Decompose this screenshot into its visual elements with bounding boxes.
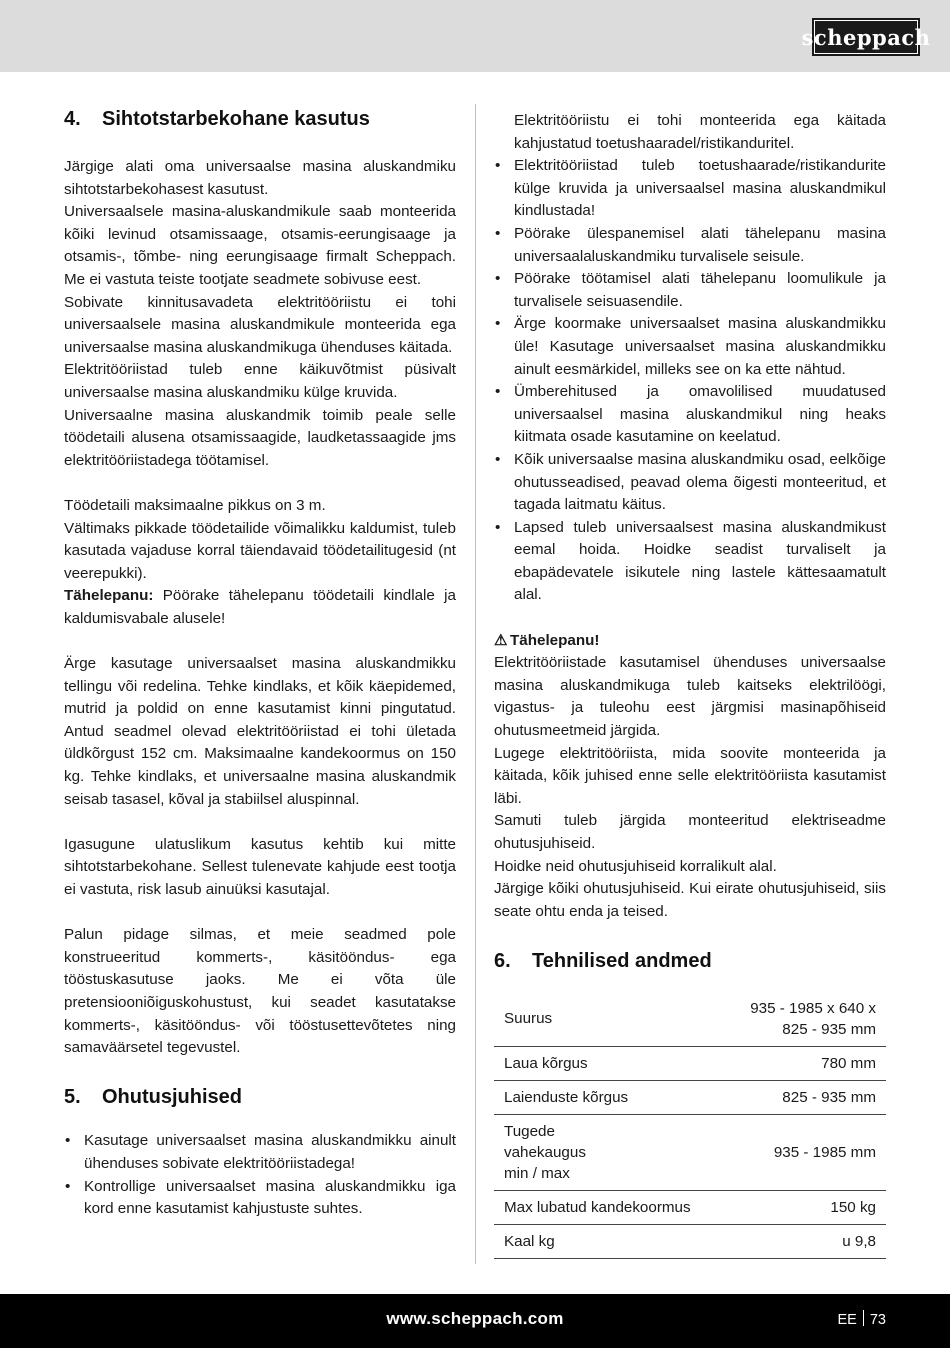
spec-label: Suurus [494,992,726,1047]
spec-value: 780 mm [726,1046,886,1080]
language-code: EE [837,1312,857,1328]
paragraph: Igasugune ulatuslikum kasutus kehtib kui mitte sihtotstarbekohane. Sellest tulenevate kahjude eest tootja ei vastuta, risk lasub ainuüksi kasutajal. [64,835,456,898]
table-row [494,1224,886,1258]
list-item: • Kontrollige universaalset masina aluskandmikku iga kord enne kasutamist kahjustuste suhtes. [64,1176,456,1221]
attention-note: Tähelepanu: Pöörake tähelepanu töödetaili kindlale ja kaldumisvabale alusele! [64,587,456,627]
table-row [494,1046,886,1080]
spec-label: Tugede vahekaugus min / max [494,1114,726,1190]
table-row [494,1114,886,1190]
warning-heading: ⚠ Tähelepanu! [494,630,886,653]
paragraph: Universaalne masina aluskandmik toimib peale selle töödetaili alusena otsamissaagide, laudketassaagide jms elektritööriistadega töötamisel. [64,406,456,469]
section-4-heading: 4. Sihtotstarbekohane kasutus [64,108,370,130]
table-row [494,1190,886,1224]
right-column [494,110,886,1259]
list-item: • Kõik universaalse masina aluskandmiku osad, eelkõige ohutusseadised, peavad olema õigesti monteeritud, et tagada laitmatu käitus. [494,449,886,517]
paragraph: Sobivate kinnitusavadeta elektritööriistu ei tohi universaalsele masina aluskandmikule monteerida ega universaalse masina aluskandmikuga ühenduses käitada. [64,293,456,356]
paragraph: Lugege elektritööriista, mida soovite monteerida ja käitada, kõik juhised enne selle elektritööriista kasutamist läbi. [494,744,886,807]
header-bar [0,0,950,72]
paragraph: Järgige alati oma universaalse masina aluskandmiku sihtotstarbekohasest kasutust. [64,158,456,198]
paragraph: Hoidke neid ohutusjuhiseid korralikult alal. [494,857,777,875]
spec-value: 935 - 1985 mm [726,1114,886,1190]
attention-label: Tähelepanu: [64,587,154,605]
list-item: • Elektritööriistad tuleb toetushaarade/ristikandurite külge kruvida ja universaalsel masina aluskandmikul kindlustada! [494,155,886,223]
table-row [494,1080,886,1114]
tech-data-table [494,992,886,1259]
continued-item: Elektritööriistu ei tohi monteerida ega käitada kahjustatud toetushaaradel/ristikanduritel. [514,112,886,152]
footer-bar [0,1294,950,1348]
spec-label: Laua kõrgus [494,1046,726,1080]
paragraph: Samuti tuleb järgida monteeritud elektriseadme ohutusjuhiseid. [494,812,886,852]
scheppach-logo: scheppach [812,18,920,56]
spec-label: Laienduste kõrgus [494,1080,726,1114]
spec-value: 935 - 1985 x 640 x 825 - 935 mm [726,992,886,1047]
spec-label: Kaal kg [494,1224,726,1258]
paragraph: Palun pidage silmas, et meie seadmed pole konstrueeritud kommerts-, käsitööndus- ega tööstuskasutuse jaoks. Me ei võta üle pretensiooniõiguskohustust, kui seadet kasutatakse kommerts-, käsitööndus- või tööstusettevõtetes ning samaväärsetel tegevustel. [64,926,456,1057]
paragraph: Universaalsele masina-aluskandmikule saab monteerida kõiki levinud otsamissaage, otsamis-eerungisaage ja otsamis-, tõmbe- ning eerungisaage firmalt Scheppach. Me ei vastuta teiste tootjate seadmete sobivuse eest. [64,203,456,288]
list-item: • Pöörake ülespanemisel alati tähelepanu masina universaalaluskandmiku turvalisele seisule. [494,223,886,268]
safety-list-right [494,155,886,607]
spec-value: u 9,8 [726,1224,886,1258]
list-item: • Ümberehitused ja omavolilised muudatused universaalsel masina aluskandmikul ning heaks kiitmata osade kasutamine on keelatud. [494,381,886,449]
paragraph: Ärge kasutage universaalset masina aluskandmikku tellingu või redelina. Tehke kindlaks, et kõik käepidemed, mutrid ja poldid on enne kasutamist kinni pingutatud. Antud seadmel olevad elektritööriistad ei tohi ületada üldkõrgust 152 cm. Maksimaalne kandekoormus on 150 kg. Tehke kindlaks, et universaalne masina aluskandmik seisab tasasel, kõval ja stabiilsel aluspinnal. [64,655,456,808]
column-divider [475,104,476,1264]
list-item: • Lapsed tuleb universaalsest masina aluskandmikust eemal hoida. Hoidke seadist turvaliselt ja ebapädevatele isikutele ning lastele kättesaamatult alal. [494,517,886,607]
section-6-heading: 6. Tehnilised andmed [494,949,712,972]
page-number-value: 73 [869,1312,886,1328]
paragraph: Elektritööriistad tuleb enne käikuvõtmist püsivalt universaalse masina aluskandmiku külge kruvida. [64,361,456,401]
paragraph: Töödetaili maksimaalne pikkus on 3 m. [64,496,326,514]
spec-value: 825 - 935 mm [726,1080,886,1114]
paragraph: Järgige kõiki ohutusjuhiseid. Kui eirate ohutusjuhiseid, siis seate ohtu enda ja teised. [494,880,886,920]
left-column [64,104,456,1221]
list-item: • Pöörake töötamisel alati tähelepanu loomulikule ja turvalisele seisuasendile. [494,268,886,313]
paragraph: Elektritööriistade kasutamisel ühenduses universaalse masina aluskandmikuga tuleb kaitseks elektrilöögi, vigastus- ja tuleohu eest järgmisi masinapõhiseid ohutusmeetmeid järgida. [494,654,886,740]
section-5-heading: 5. Ohutusjuhised [64,1086,242,1109]
spec-value: 150 kg [726,1190,886,1224]
website-url: www.scheppach.com [386,1309,564,1328]
list-item: • Kasutage universaalset masina aluskandmikku ainult ühenduses sobivate elektritööriistadega! [64,1130,456,1175]
paragraph: Vältimaks pikkade töödetailide võimalikku kaldumist, tuleb kasutada vajaduse korral täiendavaid töödetailitugesid (nt veerepukki). [64,519,456,582]
spec-label: Max lubatud kandekoormus [494,1190,726,1224]
table-row [494,992,886,1047]
page-number [838,1310,886,1328]
safety-list-left [64,1130,456,1220]
warning-triangle-icon: ⚠ [494,631,508,649]
list-item: • Ärge koormake universaalset masina aluskandmikku üle! Kasutage universaalset masina aluskandmikku ainult eesmärkidel, milleks see on ka ette nähtud. [494,313,886,381]
